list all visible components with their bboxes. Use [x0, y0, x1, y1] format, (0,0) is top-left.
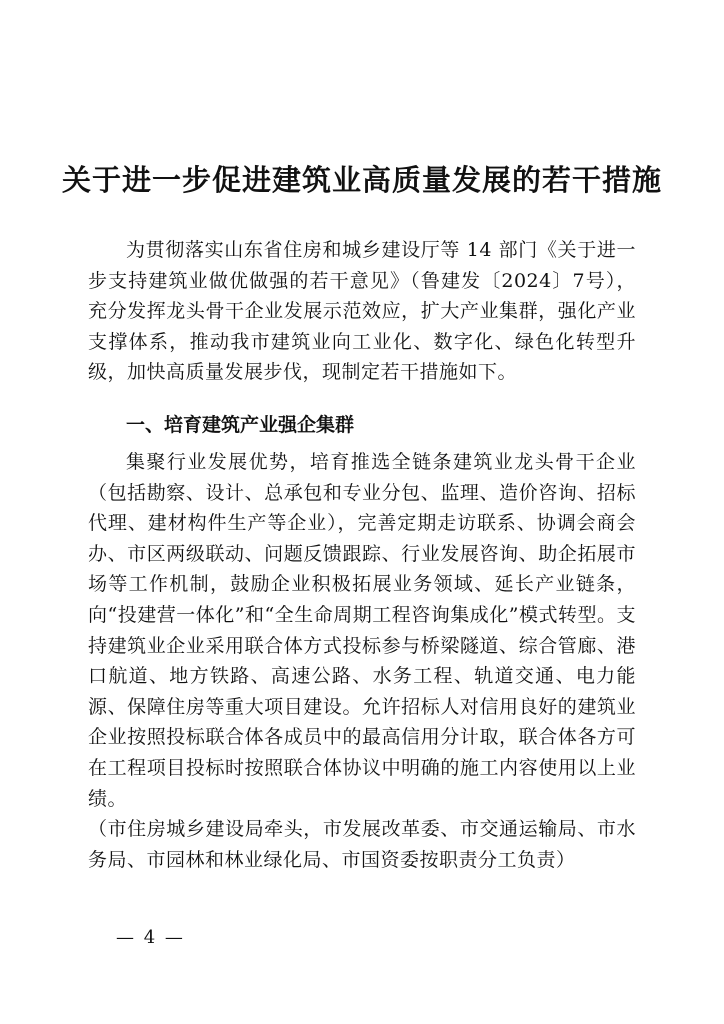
section-body-paragraph — [88, 447, 636, 875]
section-heading: 一、培育建筑产业强企集群 — [126, 414, 355, 436]
responsibility-note: （市住房城乡建设局牵头，市发展改革委、市交通运输局、市水务局、市园林和林业绿化局、市国资委按职责分工负责） — [88, 818, 636, 871]
section-body-text: 集聚行业发展优势，培育推选全链条建筑业龙头骨干企业（包括勘察、设计、总承包和专业分包、监理、造价咨询、招标代理、建材构件生产等企业），完善定期走访联系、协调会商会办、市区两级联动、问题反馈跟踪、行业发展咨询、助企拓展市场等工作机制，鼓励企业积极拓展业务领域、延长产业链条，向“投建营一体化”和“全生命周期工程咨询集成化”模式转型。支持建筑业企业采用联合体方式投标参与桥梁隧道、综合管廊、港口航道、地方铁路、高速公路、水务工程、轨道交通、电力能源、保障住房等重大项目建设。允许招标人对信用良好的建筑业企业按照投标联合体各成员中的最高信用分计取，联合体各方可在工程项目投标时按照联合体协议中明确的施工内容使用以上业绩。 — [88, 451, 636, 810]
document-title: 关于进一步促进建筑业高质量发展的若干措施 — [61, 163, 662, 197]
page-number: — 4 — — [116, 927, 185, 948]
intro-paragraph: 为贯彻落实山东省住房和城乡建设厅等 14 部门《关于进一步支持建筑业做优做强的若干意见》（鲁建发〔2024〕7号），充分发挥龙头骨干企业发展示范效应，扩大产业集群，强化产业支撑体系，推动我市建筑业向工业化、数字化、绿色化转型升级，加快高质量发展步伐，现制定若干措施如下。 — [88, 239, 636, 384]
